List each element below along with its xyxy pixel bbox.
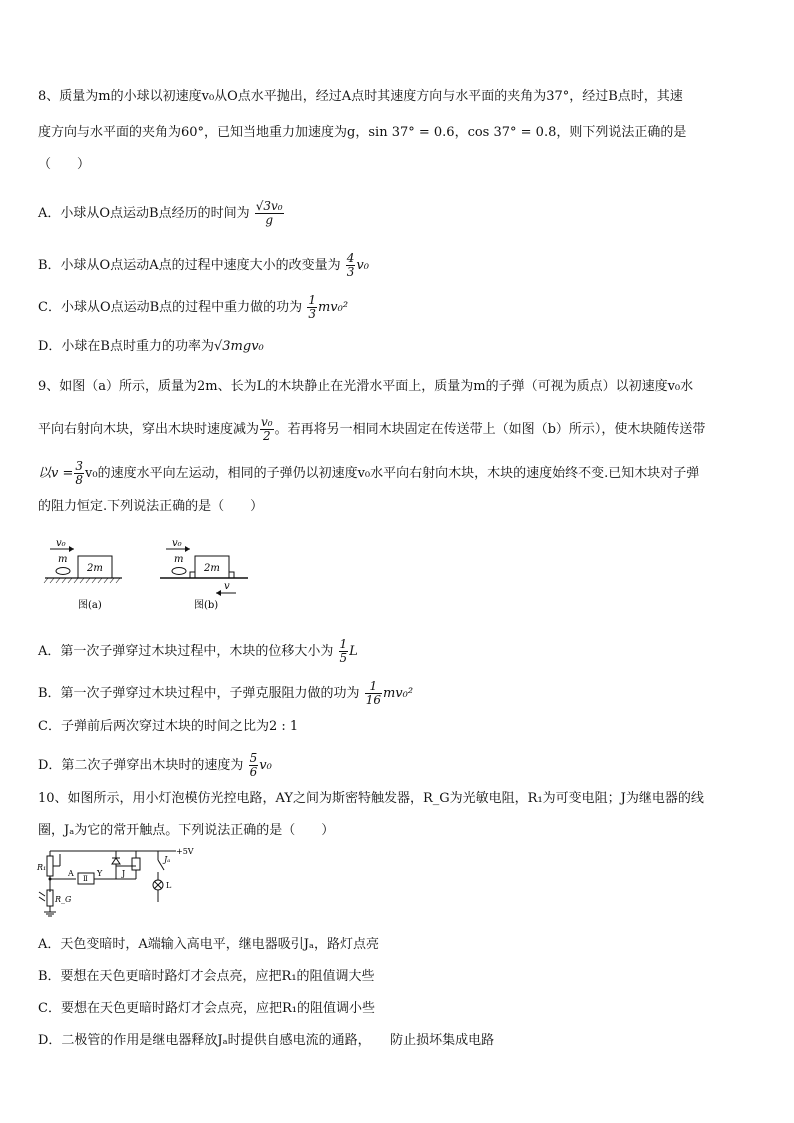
- q8-option-d-text: D．小球在B点时重力的功率为: [38, 339, 214, 354]
- circuit-j-label: J: [122, 869, 126, 878]
- q9-stem-fraction-2: $\frac{3}{8}$: [75, 459, 84, 487]
- q8-option-a-fraction: $\frac{\text{√3v₀}}{g}$: [255, 199, 283, 227]
- q8-option-a-text: A．小球从O点运动B点经历的时间为: [38, 206, 250, 221]
- q8-option-c: C．小球从O点运动B点的过程中重力做的功为 $\frac{1}{3}$ mv₀²: [38, 293, 349, 321]
- fig-a-v0-label: v₀: [56, 538, 66, 549]
- circuit-rg-photoresistor: [47, 890, 53, 906]
- q8-stem-line2: 度方向与水平面的夹角为60°，已知当地重力加速度为g，sin 37° = 0.6，cos 37° = 0.8，则下列说法正确的是: [38, 125, 687, 140]
- q10-option-c: C．要想在天色更暗时路灯才会点亮，应把R₁的阻值调小些: [38, 1001, 375, 1016]
- q9-option-d-fraction: $\frac{5}{6}$: [249, 751, 258, 779]
- fig-a-arrowhead: [69, 546, 74, 552]
- q9-stem-fraction-1: $\frac{\text{v₀}}{2}$: [261, 415, 273, 443]
- q8-option-c-text: C．小球从O点运动B点的过程中重力做的功为: [38, 300, 303, 315]
- fig-b-bullet: [172, 568, 186, 575]
- q8-option-b-fraction: $\frac{4}{3}$: [346, 251, 355, 279]
- circuit-diode: [112, 858, 120, 864]
- fig-a-ground-hatch: [44, 578, 120, 583]
- q9-option-b-text: B．第一次子弹穿过木块过程中，子弹克服阻力做的功为: [38, 686, 360, 701]
- q9-stem-line3: 以v = $\frac{3}{8}$ v₀的速度水平向左运动，相同的子弹仍以初速度v₀水平向右射向木块，木块的速度始终不变.已知木块对子弹: [38, 459, 700, 487]
- fig-b-v0-label: v₀: [172, 538, 182, 549]
- circuit-l-label: L: [166, 881, 172, 890]
- fig-a-m-label: m: [58, 554, 68, 565]
- q9-stem-line4: 的阻力恒定.下列说法正确的是（ ）: [38, 499, 264, 514]
- circuit-5v-label: +5V: [176, 847, 194, 856]
- circuit-r1-resistor: [47, 856, 53, 876]
- fig-b-v-label: v: [224, 581, 230, 592]
- q8-stem-line3: （ ）: [38, 157, 91, 172]
- q8-stem-line1: 8、质量为m的小球以初速度v₀从O点水平抛出，经过A点时其速度方向与水平面的夹角为37°，经过B点时，其速: [38, 89, 683, 104]
- q9-option-d-text: D．第二次子弹穿出木块时的速度为: [38, 758, 244, 773]
- q10-option-a: A．天色变暗时，A端输入高电平，继电器吸引Jₐ，路灯点亮: [38, 937, 380, 952]
- q9-option-d: D．第二次子弹穿出木块时的速度为 $\frac{5}{6}$ v₀: [38, 751, 272, 779]
- q9-option-a-fraction: $\frac{1}{5}$: [339, 637, 348, 665]
- q10-stem-line2: 圈，Jₐ为它的常开触点。下列说法正确的是（ ）: [38, 823, 335, 838]
- q9-figure-b: [158, 534, 258, 614]
- q8-option-c-fraction: $\frac{1}{3}$: [308, 293, 316, 321]
- q8-option-b-text: B．小球从O点运动A点的过程中速度大小的改变量为: [38, 258, 341, 273]
- circuit-ja-label: Jₐ: [164, 855, 171, 864]
- q9-option-a-text: A．第一次子弹穿过木块过程中，木块的位移大小为: [38, 644, 334, 659]
- q9-stem-line2: 平向右射向木块，穿出木块时速度减为 $\frac{\text{v₀}}{2}$ 。若再将另一相同木块固定在传送带上（如图（b）所示），使木块随传送带: [38, 415, 706, 443]
- q9-option-a: A．第一次子弹穿过木块过程中，木块的位移大小为 $\frac{1}{5}$ L: [38, 637, 358, 665]
- circuit-relay-coil: [132, 858, 140, 870]
- fig-b-stopper-right: [229, 572, 234, 578]
- q9-option-c: C．子弹前后两次穿过木块的时间之比为2 : 1: [38, 719, 299, 734]
- q8-option-a: [38, 200, 285, 227]
- q8-option-d: D．小球在B点时重力的功率为√3mgv₀: [38, 339, 264, 354]
- fig-b-arrowhead: [185, 546, 190, 552]
- fig-a-bullet: [56, 568, 70, 575]
- circuit-r1-label: R₁: [37, 863, 47, 872]
- circuit-a-label: A: [68, 869, 74, 878]
- q9-option-b-fraction: $\frac{1}{16}$: [365, 679, 381, 707]
- circuit-trigger-symbol: Ⅱ: [83, 875, 88, 883]
- fig-b-block-label: 2m: [204, 563, 220, 574]
- q9-option-b: B．第一次子弹穿过木块过程中，子弹克服阻力做的功为 $\frac{1}{16}$ mv₀²: [38, 679, 414, 707]
- q10-circuit-diagram: [36, 846, 206, 922]
- fig-b-belt-arrowhead: [216, 590, 221, 596]
- circuit-y-label: Y: [97, 869, 103, 878]
- fig-b-m-label: m: [174, 554, 184, 565]
- q10-option-b: B．要想在天色更暗时路灯才会点亮，应把R₁的阻值调大些: [38, 969, 375, 984]
- fig-a-caption: 图(a): [78, 600, 102, 611]
- fig-b-stopper-left: [190, 572, 195, 578]
- circuit-rg-label: R_G: [55, 895, 72, 904]
- q8-option-b: B．小球从O点运动A点的过程中速度大小的改变量为 $\frac{4}{3}$ v₀: [38, 251, 369, 279]
- fig-a-block-label: 2m: [87, 563, 103, 574]
- q10-stem-line1: 10、如图所示，用小灯泡模仿光控电路，AY之间为斯密特触发器，R_G为光敏电阻，R₁为可变电阻；J为继电器的线: [38, 791, 704, 806]
- fig-b-caption: 图(b): [194, 600, 219, 611]
- q9-stem-line1: 9、如图（a）所示，质量为2m、长为L的木块静止在光滑水平面上，质量为m的子弹（可视为质点）以初速度v₀水: [38, 379, 694, 394]
- q10-option-d: D．二极管的作用是继电器释放Jₐ时提供自感电流的通路， 防止损坏集成电路: [38, 1033, 495, 1048]
- q9-figure-a: [40, 534, 130, 614]
